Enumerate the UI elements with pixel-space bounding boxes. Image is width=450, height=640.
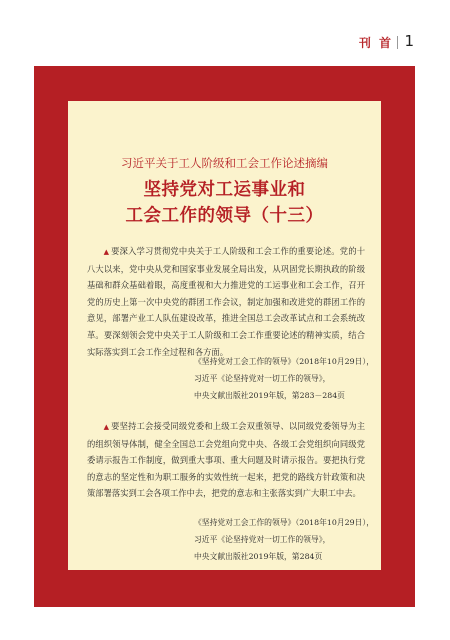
citation-block <box>194 353 374 404</box>
page-number: 1 <box>404 32 414 50</box>
article-subtitle: 习近平关于工人阶级和工会工作论述摘编 <box>121 156 328 170</box>
citation-block <box>194 514 374 565</box>
excerpt-text: 要坚持工会接受同级党委和上级工会双重领导、以同级党委领导为主的组织领导体制，健全全国总工会党组向党中央、各级工会党组织向同级党委请示报告工作制度，做到重大事项、重大问题及时请示报告。要把执行党的意志的坚定性和为职工服务的实效性统一起来，把党的路线方针政策和决策部署落实到工会各项工作中去，把党的意志和主张落实到广大职工中去。 <box>87 421 365 499</box>
excerpt-paragraph <box>87 418 365 502</box>
article-title-line-1: 坚持党对工运事业和 <box>143 180 306 200</box>
citation-line: 中央文献出版社2019年版，第283－284页 <box>194 391 345 400</box>
citation-line: 中央文献出版社2019年版，第284页 <box>194 552 323 561</box>
citation-line: 习近平《论坚持党对一切工作的领导》， <box>194 535 331 544</box>
triangle-bullet-icon: ▲ <box>103 423 110 431</box>
citation-line: 习近平《论坚持党对一切工作的领导》， <box>194 374 331 383</box>
citation-line: 《坚持党对工会工作的领导》（2018年10月29日）， <box>194 357 375 366</box>
page-header <box>0 30 450 54</box>
citation-line: 《坚持党对工会工作的领导》（2018年10月29日）， <box>194 518 375 527</box>
triangle-bullet-icon: ▲ <box>103 248 110 256</box>
excerpt-paragraph <box>87 243 365 360</box>
excerpt-text: 要深入学习贯彻党中央关于工人阶级和工会工作的重要论述。党的十八大以来，党中央从党和国家事业发展全局出发，从巩固党长期执政的阶级基础和群众基础着眼，高度重视和大力推进党的工运事业和工会工作，召开党的历史上第一次中央党的群团工作会议，制定加强和改进党的群团工作的意见，部署产业工人队伍建设改革，推进全国总工会改革试点和工会系统改革。要深刻领会党中央关于工人阶级和工会工作重要论述的精神实质，结合实际落实到工会工作全过程和各方面。 <box>87 246 365 357</box>
article-panel <box>68 101 381 570</box>
header-divider <box>397 36 398 49</box>
section-label: 刊 首 <box>358 36 393 50</box>
article-title-line-2: 工会工作的领导（十三） <box>125 206 324 226</box>
